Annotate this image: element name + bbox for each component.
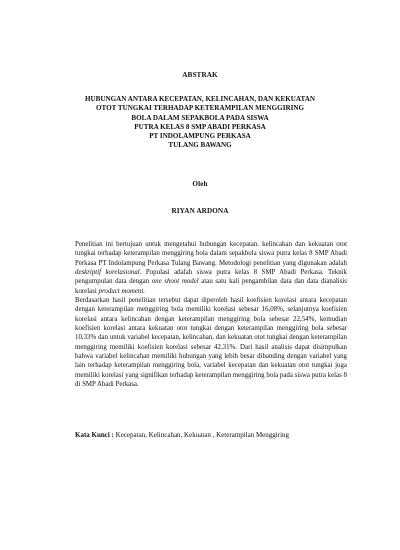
- keywords-line: [75, 431, 355, 440]
- title-line-3: BOLA DALAM SEPAKBOLA PADA SISWA: [131, 113, 269, 122]
- title-line-6: TULANG BAWANG: [168, 141, 232, 150]
- paragraph-1-part-3: atau satu kali pengambilan data dan data dianalisis korelasi: [75, 278, 347, 295]
- keywords-label: Kata Kunci :: [75, 431, 114, 439]
- shoot-model-italic: one shoot model: [151, 278, 199, 286]
- method-italic: deskriptif korelasional.: [75, 269, 142, 277]
- abstract-paragraph-2: Berdasarkan hasil penelitian tersebut dapat diperoleh hasil koefisien korelasi antara kecepatan dengan keterampilan menggiring bola memiliki korelasi sebesar 16,08%, selanjutnya koefisien korelasi antara kelincahan dengan keterampilan menggiring bola sebesar 22,54%, kemudian koefisien korelasi antara kekuatan otot tungkai dengan keterampilan menggiring bola sebesar 10,33% dan untuk variabel kecepatan, kelincahan, dan kekuatan otot tungkai dengan keterampilan menggiring memiliki koefisien korelasi sebesar 42,31%. Dari hasil analisis dapat disimpulkan bahwa variabel kelincahan memiliki hubungan yang lebih besar dibanding dengan variabel yang lain terhadap keterampilan menggiring bola, variabel kecepatan dan kekuatan otot tungkai juga memiliki korelasi yang signifikan terhadap keterampilan menggiring bola pada siswa putra kelas 8 di SMP Abadi Perkasa.: [75, 297, 347, 389]
- paragraph-1-part-2: Populasi adalah siswa putra kelas 8 SMP Abadi Perkasa. Teknik pengumpulan data dengan: [75, 269, 347, 286]
- title-line-4: PUTRA KELAS 8 SMP ABADI PERKASA: [134, 122, 266, 131]
- by-label: Oleh: [192, 180, 208, 188]
- author-name: RIYAN ARDONA: [171, 207, 229, 215]
- title-line-5: PT INDOLAMPUNG PERKASA: [149, 132, 251, 141]
- abstract-body: [75, 240, 347, 390]
- abstract-heading: ABSTRAK: [182, 71, 218, 79]
- product-moment-italic: product moment.: [98, 287, 145, 295]
- title-line-1: HUBUNGAN ANTARA KECEPATAN, KELINCAHAN, DAN KEKUATAN: [85, 95, 315, 103]
- keywords-text: Kecepatan, Kelincahan, Kekuatan , Keterampilan Menggiring: [113, 431, 290, 439]
- title-line-2: OTOT TUNGKAI TERHADAP KETERAMPILAN MENGGIRING: [96, 104, 304, 113]
- paragraph-1-part-1: Penelitian ini bertujuan untuk mengetahui hubungan kecepatan. kelincahan dan kekuatan otot tungkai terhadap keterampilan menggiring bola dalam sepakbola siswa putra kelas 8 SMP Abadi Perkasa PT Indolampung Perkasa Tulang Bawang. Metodologi penelitian yang digunakan adalah: [75, 241, 347, 267]
- thesis-title: [60, 95, 340, 151]
- abstract-paragraph-1: [75, 240, 347, 296]
